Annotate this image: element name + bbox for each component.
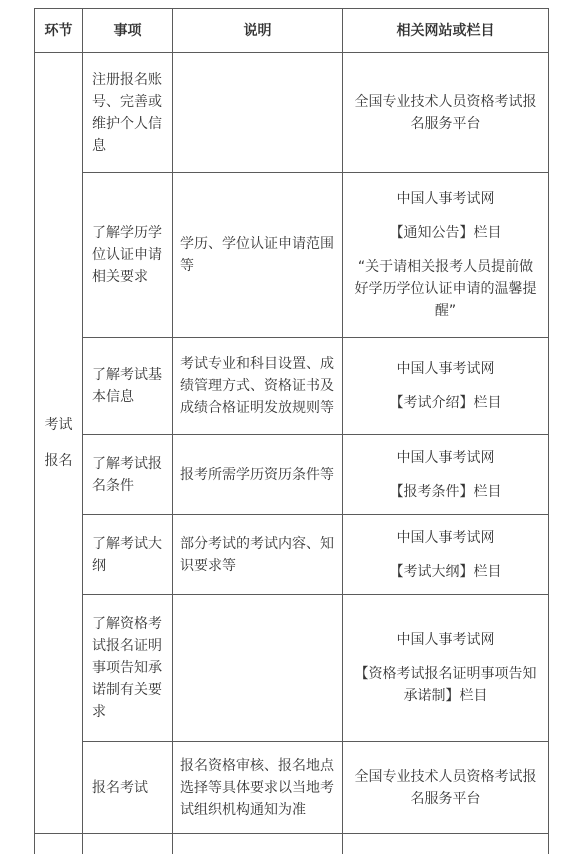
related-site-cell bbox=[343, 435, 549, 515]
continued-cell bbox=[343, 834, 549, 854]
related-section-label: 【报考条件】栏目 bbox=[389, 483, 502, 500]
related-site-link[interactable]: 中国人事考试网 bbox=[396, 191, 495, 207]
related-site-link[interactable]: 全国专业技术人员资格考试报名服务平台 bbox=[354, 93, 537, 132]
header-related-sites: 相关网站或栏目 bbox=[343, 9, 549, 53]
header-description: 说明 bbox=[173, 9, 343, 53]
related-section-label: 【资格考试报名证明事项告知承诺制】栏目 bbox=[354, 666, 537, 704]
header-stage: 环节 bbox=[35, 9, 83, 53]
table-row-continued bbox=[35, 834, 549, 854]
table-row bbox=[35, 515, 549, 595]
description-cell: 学历、学位认证申请范围等 bbox=[173, 173, 343, 338]
continued-cell bbox=[83, 834, 173, 854]
item-cell: 注册报名账号、完善或维护个人信息 bbox=[83, 53, 173, 173]
table-header-row bbox=[35, 9, 549, 53]
description-cell: 报考所需学历资历条件等 bbox=[173, 435, 343, 515]
related-site-cell bbox=[343, 595, 549, 742]
description-cell: 部分考试的考试内容、知识要求等 bbox=[173, 515, 343, 595]
exam-registration-table bbox=[34, 8, 549, 854]
item-cell: 了解学历学位认证申请相关要求 bbox=[83, 173, 173, 338]
table-row bbox=[35, 595, 549, 742]
related-site-cell bbox=[343, 53, 549, 173]
related-site-cell bbox=[343, 173, 549, 338]
item-cell: 了解考试报名条件 bbox=[83, 435, 173, 515]
continued-cell bbox=[35, 834, 83, 854]
header-item: 事项 bbox=[83, 9, 173, 53]
item-cell: 了解考试大纲 bbox=[83, 515, 173, 595]
related-site-cell bbox=[343, 742, 549, 834]
table-row bbox=[35, 53, 549, 173]
related-section-label: 【考试介绍】栏目 bbox=[389, 395, 502, 411]
description-cell bbox=[173, 53, 343, 173]
continued-cell bbox=[173, 834, 343, 854]
related-site-link[interactable]: 中国人事考试网 bbox=[396, 632, 495, 648]
item-cell: 了解考试基本信息 bbox=[83, 338, 173, 435]
related-notice-title: “关于请相关报考人员提前做好学历学位认证申请的温馨提醒” bbox=[354, 259, 537, 319]
related-site-cell bbox=[343, 338, 549, 435]
related-site-cell bbox=[343, 515, 549, 595]
table-row bbox=[35, 742, 549, 834]
table-row bbox=[35, 435, 549, 515]
description-cell: 报名资格审核、报名地点选择等具体要求以当地考试组织机构通知为准 bbox=[173, 742, 343, 834]
table-row bbox=[35, 338, 549, 435]
description-cell: 考试专业和科目设置、成绩管理方式、资格证书及成绩合格证明发放规则等 bbox=[173, 338, 343, 435]
related-site-link[interactable]: 全国专业技术人员资格考试报名服务平台 bbox=[354, 768, 537, 807]
related-site-link[interactable]: 中国人事考试网 bbox=[396, 361, 495, 377]
stage-cell: 考试报名 bbox=[35, 53, 83, 834]
item-cell: 了解资格考试报名证明事项告知承诺制有关要求 bbox=[83, 595, 173, 742]
related-site-link[interactable]: 中国人事考试网 bbox=[396, 529, 495, 546]
related-section-label: 【通知公告】栏目 bbox=[389, 225, 502, 241]
table-row bbox=[35, 173, 549, 338]
description-cell bbox=[173, 595, 343, 742]
related-section-label: 【考试大纲】栏目 bbox=[389, 563, 502, 580]
item-cell: 报名考试 bbox=[83, 742, 173, 834]
related-site-link[interactable]: 中国人事考试网 bbox=[396, 449, 495, 466]
